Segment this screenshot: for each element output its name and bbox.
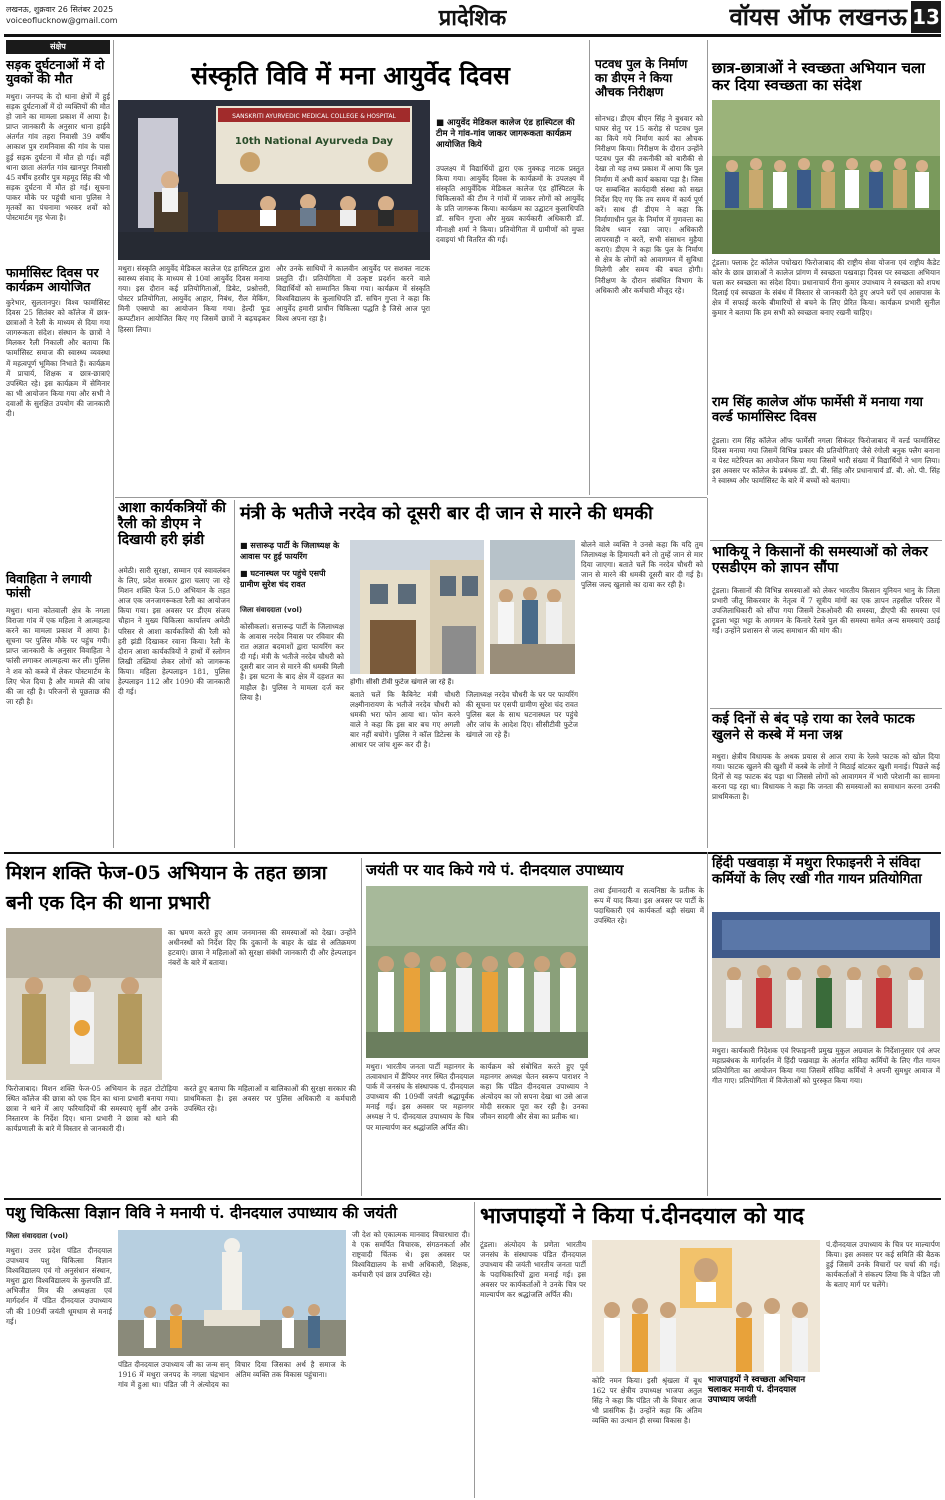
bjp-body-3: पं.दीनदयाल उपाध्याय के चित्र पर माल्यार्पण किया। इस अवसर पर कई समिति की बैठक हुई जिसमें उनके विचारों पर चर्चा की गई। कार्यकर्ताओं ने संकल्प लिया कि वे पंडित जी के बताए मार्ग पर चलेंगे। (826, 1240, 940, 1290)
asha-body: अमेठी। सारी सुरक्षा, सम्मान एवं स्वावलंबन के लिए, प्रदेश सरकार द्वारा चलाए जा रहे मिशन शक्ति फेज 5.0 अभियान के तहत आज एक जनजागरूकता रैली का आयोजन किया गया। इस अवसर पर डीएम संजय चौहान ने मुख्य चिकित्सा कार्यालय अमेठी परिसर से आशा कार्यकत्रियों की रैली को हरी झंडी दिखाकर रवाना किया। रैली के दौरान आशा कार्यकत्रियों ने हाथों में स्लोगन लिखी तख्तियां लेकर लोगों को जागरूक किया। महिला हेल्पलाइन 181, पुलिस हेल्पलाइन 112 और 1090 की जानकारी दी गई। (118, 566, 230, 697)
divider (707, 498, 708, 848)
pharmacy-body: टूंडला। राम सिंह कॉलेज ऑफ फार्मेसी नगला सिकंदर फिरोजाबाद में वर्ल्ड फार्मासिस्ट दिवस मनाया गया जिसमें विभिन्न प्रकार की प्रतियोगिताएं जैसे रंगोली बनुक फ्लैग बनाना व पेस्ट मटेरियल का आयोजन किया गया जिसमें भारी संख्या में विद्यार्थियों ने भाग लिया। इस अवसर पर कॉलेज के प्रबंधक डॉ. डी. बी. सिंह और प्रधानाचार्य डॉ. बी. ओ. पी. सिंह ने स्वास्थ्य और फार्मासिस्ट के बारे में बच्चों को बताया। (712, 436, 940, 486)
threat-body-1: कोसीकलां। सत्तारूढ़ पार्टी के जिलाध्यक्ष के आवास नरदेव निवास पर रविवार की रात अज्ञात बदमाशों द्वारा फायरिंग कर दी गई। मंत्री के भतीजे नरदेव चौधरी को दूसरी बार जान से मारने की धमकी मिली है। इस घटना के बाद क्षेत्र में दहशत का माहौल है। पुलिस ने मामला दर्ज कर लिया है। (240, 622, 344, 702)
lead-body-3: उपलक्ष्य में विद्यार्थियों द्वारा एक नुक्कड़ नाटक प्रस्तुत किया गया। आयुर्वेद दिवस के कार्यक्रमों के उपलक्ष्य में संस्कृति आयुर्वेदिक मेडिकल कालेज एंड हॉस्पिटल के चिकित्सकों की टीम ने गांवों में जाकर लोगों को आयुर्वेद के प्रति जागरूक किया। कार्यक्रम का उद्घाटन कुलाधिपति डॉ. सचिन गुप्ता और मुख्य कार्यकारी अधिकारी डॉ. मीनाक्षी शर्मा ने किया। प्रतियोगिता में ग्रामीणों को मुफ्त दवाइयां भी वितरित की गईं। (436, 164, 584, 244)
brief-text-1: मथुरा। जनपद के दो थाना क्षेत्रों में हुई सड़क दुर्घटनाओं में दो व्यक्तियों की मौत हो जाने का मामला प्रकाश में आया है। प्राप्त जानकारी के अनुसार थाना हाईवे अंतर्गत गांव तहरा निवासी 39 वर्षीय आकाश पुत्र रामनिवास की गांव के पास हुई सड़क दुर्घटना में मौत हो गई। वहीं थाना छाता अंतर्गत गांव खानपुर निवासी 45 वर्षीय हरवीर पुत्र महमूद सिंह की भी सड़क दुर्घटना में मौत हो गई। सूचना पाकर मौके पर पहुंची थाना पुलिस ने मृतकों का पंचनामा भरकर शवों को पोस्टमार्टम गृह भेजा है। (6, 92, 110, 223)
vet-headline: पशु चिकित्सा विज्ञान विवि ने मनायी पं. दीनदयाल उपाध्याय की जयंती (6, 1203, 398, 1222)
divider (707, 40, 708, 495)
screen-college: SANSKRITI AYURVEDIC MEDICAL COLLEGE & HOSPITAL (232, 113, 396, 120)
lead-photo (118, 100, 430, 260)
page-number: 13 (911, 1, 941, 33)
vet-body-3: जी देश को एकात्मक मानवाद विचारधारा दी। वे एक समर्पित विचारक, संगठनकर्ता और राष्ट्रवादी चिंतक थे। इस अवसर पर विश्वविद्यालय के सभी अधिकारी, शिक्षक, कर्मचारी एवं छात्र उपस्थित रहे। (352, 1230, 470, 1280)
brief-headline-1: सड़क दुर्घटनाओं में दो युवकों की मौत (6, 57, 105, 87)
farmers-body: टूंडला। किसानों की विभिन्न समस्याओं को लेकर भारतीय किसान यूनियन भानु के जिला प्रभारी जीतू सिकरवार के नेतृत्व में 7 सूत्रीय मांगों का एक ज्ञापन तहसील परिसर में उपजिलाधिकारी को सौंपा गया जिसमें टेकओवरी की समस्या, डीएपी की समस्या एवं ट्रूडला भट्टा भट्टा के आगमन के किनारे रेलवे पुल की समस्या समेत अन्य समस्याएं उठाई गईं। उन्होंने प्रशासन से जल्द समाधान की मांग की। (712, 586, 940, 636)
vet-photo (118, 1230, 346, 1356)
section-rule (4, 1198, 941, 1200)
farmers-headline: भाकियू ने किसानों की समस्याओं को लेकर एसडीएम को ज्ञापन सौंपा (712, 544, 928, 577)
jayanti-body-3: तथा ईमानदारी व सत्यनिष्ठा के प्रतीक के रूप में याद किया। इस अवसर पर पार्टी के पदाधिकारी एवं कार्यकर्ता बड़ी संख्या में उपस्थित रहे। (594, 886, 704, 926)
brief-text-2: कुरेभार, सुलतानपुर। विश्व फार्मासिस्ट दिवस 25 सितंबर को कॉलेज में छात्र-छात्राओं ने रैली के माध्यम से दिया गया जागरूकता संदेश। संस्थान के छात्रों ने मिलकर रैली निकाली और बताया कि फार्मासिस्ट समाज की स्वास्थ्य व्यवस्था में महत्वपूर्ण भूमिका निभाते हैं। कार्यक्रम में प्राचार्य, शिक्षक व छात्र-छात्राएं उपस्थित रहे। इस कार्यक्रम में सेमिनार का भी आयोजन किया गया और सभी ने दवाओं के सुरक्षित उपयोग की जानकारी दी। (6, 298, 110, 419)
divider (710, 708, 942, 709)
masthead-rule (4, 34, 941, 37)
threat-photo-house (350, 540, 484, 674)
divider (115, 497, 707, 498)
vet-byline: जिला संवाददाता (vol) (6, 1232, 69, 1240)
pharmacy-headline: राम सिंह कालेज ऑफ फार्मेसी में मनाया गया वर्ल्ड फार्मासिस्ट दिवस (712, 395, 923, 425)
brief-text-3: मथुरा। थाना कोतवाली क्षेत्र के नगला विराजा गांव में एक महिला ने आत्महत्या करने का मामला प्रकाश में आया है। सूचना पर पुलिस मौके पर पहुंच गयी। प्राप्त जानकारी के अनुसार विवाहिता ने फांसी लगाकर आत्महत्या कर ली। पुलिस ने शव को कब्जे में लेकर पोस्टमार्टम के लिए भेज दिया है और मामले की जांच की जा रही है। परिजनों से पूछताछ की जा रही है। (6, 606, 110, 706)
bjp-body-1: टूंडला। अंत्योदय के प्रणेता भारतीय जनसंघ के संस्थापक पंडित दीनदयाल उपाध्याय की जयंती भारतीय जनता पार्टी के पदाधिकारियों द्वारा मनाई गई। इस अवसर पर कार्यकर्ताओं ने उनके चित्र पर माल्यार्पण कर श्रद्धांजलि अर्पित की। (480, 1240, 586, 1300)
clean-body: टूंडला। फ्लाक ट्रेट कॉलेज पचोखरा फिरोजाबाद की राष्ट्रीय सेवा योजना एवं राष्ट्रीय कैडेट कोर के छात्र छात्राओं ने कालेज प्रांगण में स्वच्छता पखवाड़ा दिवस पर स्वच्छता अभियान चला कर स्वच्छता का संदेश दिया। प्रधानाचार्य रीना कुमार उपाध्याय ने स्वच्छता को शपथ दिलाई एवं स्वच्छता के संबंध में विस्तार से जानकारी देते हुए अपने घरों एवं आसपास के क्षेत्र में सफाई करके बीमारियों से बचने के लिए प्रेरित किया। कार्यक्रम प्रभारी सुनील कुमार ने बताया कि हम सभी को स्वच्छता बनाए रखनी चाहिए। (712, 258, 940, 318)
threat-body-2: बताते चलें कि कैबिनेट मंत्री चौधरी लक्ष्मीनारायण के भतीजे नरदेव चौधरी को धमकी भरा फोन आया था। फोन करने वाले ने कहा कि इस बार बच गए अगली बार नहीं बचोगे। पुलिस ने कॉल डिटेल्स के आधार पर जांच शुरू कर दी है। (350, 690, 460, 750)
masthead-email: voiceoflucknow@gmail.com (6, 16, 118, 25)
jayanti-photo (366, 886, 588, 1058)
vet-body-2: पंडित दीनदयाल उपाध्याय जी का जन्म सन् 1916 में मथुरा जनपद के नगला चंद्रभान गांव में हुआ था। पंडित जी ने अंत्योदय का विचार दिया जिसका अर्थ है समाज के अंतिम व्यक्ति तक विकास पहुंचाना। (118, 1360, 346, 1390)
lead-body-1: मथुरा। संस्कृति आयुर्वेद मेडिकल कालेज एंड हास्पिटल द्वारा स्वास्थ्य संवाद के माध्यम से 10वां आयुर्वेद दिवस मनाया गया। इस दौरान कई प्रतियोगिताओं, डिबेट, प्रश्नोत्तरी, पोस्टर प्रतियोगिता, आयुर्वेद आहार, निबंध, रील मेकिंग, मिनी एक्सपो का आयोजन किया गया। हेल्दी फूड कम्पटीशन आयोजित किए गए जिसमें छात्रों ने बढ़चढ़कर हिस्सा लिया। (118, 264, 270, 334)
section-rule (4, 852, 941, 854)
bjp-body-2: कोटि नमन किया। इसी श्रृंखला में बूथ 162 पर क्षेत्रीय उपाध्यक्ष भाजपा अतुल सिंह ने कहा कि पंडित जी के विचार आज भी प्रासंगिक हैं। उन्होंने कहा कि अंतिम व्यक्ति का उत्थान ही सच्चा विकास है। (592, 1376, 702, 1426)
brand-logo: वॉयस ऑफ लखनऊ (729, 2, 907, 31)
mission-body-2: का भ्रमण करते हुए आम जनमानस की समस्याओं को देखा। उन्होंने अधीनस्थों को निर्देश दिए कि दुकानों के बाहर के खंड से अतिक्रमण हटवाएं। छात्रा ने महिलाओं को सुरक्षा संबंधी जानकारी दी और हेल्पलाइन नंबरों के बारे में बताया। (168, 928, 356, 968)
lead-headline: संस्कृति विवि में मना आयुर्वेद दिवस (191, 61, 510, 90)
threat-caption: होगी। सीसी टीवी फुटेज खंगाले जा रहे हैं। (350, 678, 454, 686)
brief-headline-2: फार्मासिस्ट दिवस पर कार्यक्रम आयोजित (6, 265, 99, 295)
brief-headline-3: विवाहिता ने लगायी फांसी (6, 571, 92, 601)
divider (361, 858, 362, 1196)
square-bullet-icon: ■ (240, 568, 251, 578)
bjp-photo (592, 1240, 820, 1372)
hindi-photo (712, 912, 940, 1042)
screen-title: 10th National Ayurveda Day (234, 136, 394, 147)
threat-bullet-2: घटनास्थल पर पहुंचे एसपी ग्रामीण सुरेश चंद रावत (240, 568, 326, 589)
railway-body: मथुरा। क्षेत्रीय विधायक के अथक प्रयास से आज राया के रेलवे फाटक को खोल दिया गया। फाटक खुलने की खुशी में कस्बे के लोगों ने मिठाई बांटकर खुशी मनाई। पिछले कई दिनों से यह फाटक बंद पड़ा था जिससे लोगों को आवागमन में भारी परेशानी का सामना करना पड़ रहा था। विधायक ने कहा कि जनता की समस्याओं का समाधान करना उनकी प्राथमिकता है। (712, 752, 940, 802)
threat-headline: मंत्री के भतीजे नरदेव को दूसरी बार दी जान से मारने की धमकी (240, 503, 653, 524)
divider (710, 540, 942, 541)
divider (234, 500, 235, 848)
bridge-body: सोनभद्र। डीएम बीएन सिंह ने बुधवार को घाघर सेतु पर 15 करोड़ से पटवध पुल का किये गये निर्माण कार्य का औचक निरीक्षण किया। निरीक्षण के दौरान उन्होंने पटवध पुल की तकनीकी को बारीकी से देखा तो यह तथ्य प्रकाश में आया कि पुल निर्माण में अभी कार्य बकाया पड़ा है। जिस पर सम्बन्धित कार्यदायी संस्था को सख्त निर्देश दिए गए कि तय समय में कार्य पूर्ण करें। साथ ही डीएम ने कहा कि निर्माणाधीन पुल के निर्माण में गुणवत्ता का विशेष ध्यान रखा जाए। अधिकारी लापरवाही न बरतें, सभी संसाधन मुहैया कराएं। डीएम ने कहा कि पुल के निर्माण से क्षेत्र के लोगों को आवागमन में सुविधा मिलेगी और समय की बचत होगी। निरीक्षण के दौरान संबंधित विभाग के अधिकारी और कर्मचारी मौजूद रहे। (595, 114, 703, 295)
divider (589, 40, 590, 495)
jayanti-headline: जयंती पर याद किये गये पं. दीनदयाल उपाध्याय (366, 861, 624, 879)
jayanti-body-2: कार्यक्रम को संबोधित करते हुए पूर्व महानगर अध्यक्ष चेतन स्वरूप पाराशर ने कहा कि पंडित दीनदयाल उपाध्याय ने अंत्योदय का जो सपना देखा था उसे आज मोदी सरकार पूरा कर रही है। उनका जीवन सादगी और सेवा का प्रतीक था। (480, 1062, 588, 1122)
divider (113, 40, 114, 848)
lead-body-2: और उनके साथियों ने कालवीन आयुर्वेद पर सशक्त नाटक प्रस्तुति दी। प्रतियोगिता में उत्कृष्ट प्रदर्शन करने वाले विद्यार्थियों को सम्मानित किया गया। कार्यक्रम में संस्कृति विश्वविद्यालय के कुलाधिपति डॉ. सचिन गुप्ता ने कहा कि आयुर्वेद हमारी प्राचीन चिकित्सा पद्धति है जिसे आज पूरा विश्व अपना रहा है। (276, 264, 430, 324)
brief-tag: संक्षेप (6, 40, 110, 54)
mission-body-1: फिरोजाबाद। मिशन शक्ति फेज-05 अभियान के तहत टोटोड़िया स्थित कॉलेज की छात्रा को एक दिन का थाना प्रभारी बनाया गया। छात्रा ने थाने में आए फरियादियों की समस्याएं सुनीं और उनके निस्तारण के निर्देश दिए। थाना प्रभारी ने छात्रा को थाने की कार्यप्रणाली के बारे में विस्तार से जानकारी दी। (6, 1084, 178, 1134)
divider (707, 852, 708, 1196)
mission-photo (6, 928, 162, 1080)
bridge-headline: पटवध पुल के निर्माण का डीएम ने किया औचक निरीक्षण (595, 57, 688, 99)
railway-headline: कई दिनों से बंद पड़े राया का रेलवे फाटक खुलने से कस्बे में मना जश्न (712, 711, 915, 743)
clean-photo (712, 100, 940, 254)
mission-headline: मिशन शक्ति फेज-05 अभियान के तहत छात्रा बनी एक दिन की थाना प्रभारी (6, 862, 327, 914)
clean-headline: छात्र-छात्राओं ने स्वच्छता अभियान चला कर दिया स्वच्छता का संदेश (712, 59, 926, 95)
masthead-dateline: लखनऊ, शुक्रवार 26 सितंबर 2025 (6, 5, 114, 14)
threat-byline: जिला संवाददाता (vol) (240, 606, 303, 614)
hindi-body: मथुरा। कार्यकारी निदेशक एवं रिफाइनरी प्रमुख मुकुल अग्रवाल के निर्देशानुसार एवं अपर महाप्रबंधक के मार्गदर्शन में हिंदी पखवाड़ा के अंतर्गत संविदा कर्मियों के लिए गीत गायन प्रतियोगिता का आयोजन किया गया जिसमें संविदा कर्मियों ने अपनी सुमधुर आवाज में गीत गाए। प्रतियोगिता में विजेताओं को पुरस्कृत किया गया। (712, 1046, 940, 1086)
bjp-subhead: भाजपाइयों ने स्वच्छता अभियान चलाकर मनायी पं. दीनदयाल उपाध्याय जयंती (708, 1375, 806, 1405)
mission-body-3: करते हुए बताया कि महिलाओं व बालिकाओं की सुरक्षा सरकार की प्राथमिकता है। इस अवसर पर पुलिस अधिकारी व कर्मचारी उपस्थित रहे। (184, 1084, 356, 1114)
threat-body-4: बोलने वाले व्यक्ति ने उनसे कहा कि यदि तुम जिलाध्यक्ष के हिमायती बने तो तुम्हें जान से मार दिया जाएगा। बताते चलें कि नरदेव चौधरी को जान से मारने की धमकी दूसरी बार दी गई है। पुलिस जल्द खुलासे का दावा कर रही है। (581, 540, 703, 590)
square-bullet-icon: ■ (240, 540, 251, 550)
divider (474, 1202, 475, 1498)
bjp-headline: भाजपाइयों ने किया पं.दीनदयाल को याद (480, 1203, 805, 1229)
threat-bullets (240, 540, 344, 590)
section-title: प्रादेशिक (438, 5, 507, 31)
jayanti-body-1: मथुरा। भारतीय जनता पार्टी महानगर के तत्वावधान में डैंपियर नगर स्थित दीनदयाल पार्क में जनसंघ के संस्थापक पं. दीनदयाल उपाध्याय की 109वीं जयंती श्रद्धापूर्वक मनाई गई। इस अवसर पर महानगर अध्यक्ष ने पं. दीनदयाल उपाध्याय के चित्र पर माल्यार्पण कर श्रद्धांजलि अर्पित की। (366, 1062, 474, 1132)
lead-bullet (436, 118, 584, 151)
square-bullet-icon: ■ (436, 118, 447, 128)
lead-bullet-text: आयुर्वेद मेडिकल कालेज एंड हास्पिटल की टीम ने गांव-गांव जाकर जागरूकता कार्यक्रम आयोजित किये (436, 118, 575, 150)
threat-bullet-1: सत्तारूढ़ पार्टी के जिलाध्यक्ष के आवास पर हुई फायरिंग (240, 540, 340, 561)
threat-photo-crowd (490, 540, 575, 674)
threat-body-3: जिलाध्यक्ष नरदेव चौधरी के घर पर फायरिंग की सूचना पर एसपी ग्रामीण सुरेश चंद रावत पुलिस बल के साथ घटनास्थल पर पहुंचे और जांच के आदेश दिए। सीसीटीवी फुटेज खंगाले जा रहे हैं। (466, 690, 578, 740)
hindi-headline: हिंदी पखवाड़ा में मथुरा रिफाइनरी ने संविदा कर्मियों के लिए रखी गीत गायन प्रतियोगिता (712, 855, 922, 887)
asha-headline: आशा कार्यकत्रियों की रैली को डीएम ने दिखायी हरी झंडी (118, 500, 226, 549)
vet-body-1: मथुरा। उत्तर प्रदेश पंडित दीनदयाल उपाध्याय पशु चिकित्सा विज्ञान विश्वविद्यालय एवं गो अनुसंधान संस्थान, मथुरा द्वारा विश्वविद्यालय के कुलपति डॉ. अभिजीत मित्र की अध्यक्षता एवं मार्गदर्शन में पंडित दीनदयाल उपाध्याय जी की 109वीं जयंती धूमधाम से मनाई गई। (6, 1246, 112, 1326)
